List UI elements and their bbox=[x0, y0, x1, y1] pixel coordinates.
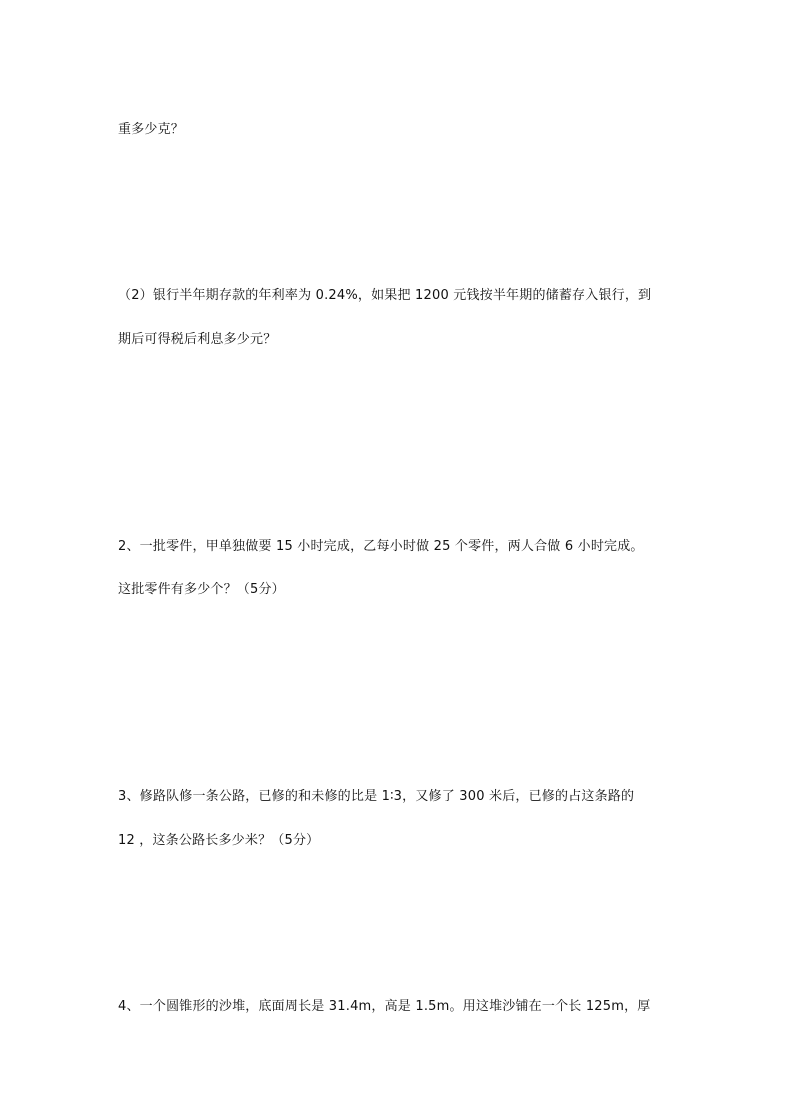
question-text-line: （2）银行半年期存款的年利率为 0.24%，如果把 1200 元钱按半年期的储蓄存入银行，到 bbox=[118, 288, 652, 303]
question-text-line: 重多少克？ bbox=[118, 122, 185, 137]
question-text-line: 期后可得税后利息多少元？ bbox=[118, 332, 277, 347]
question-text-line: 12 ，这条公路长多少米？（5分） bbox=[118, 833, 320, 848]
question-text-line: 4、一个圆锥形的沙堆，底面周长是 31.4m，高是 1.5m。用这堆沙铺在一个长 125m，厚 bbox=[118, 999, 651, 1014]
question-text-line: 这批零件有多少个？（5分） bbox=[118, 582, 285, 597]
question-text-line: 2、一批零件，甲单独做要 15 小时完成，乙每小时做 25 个零件，两人合做 6 小时完成。 bbox=[118, 539, 644, 554]
question-text-line: 3、修路队修一条公路，已修的和未修的比是 1∶3，又修了 300 米后，已修的占这条路的 bbox=[118, 789, 635, 804]
